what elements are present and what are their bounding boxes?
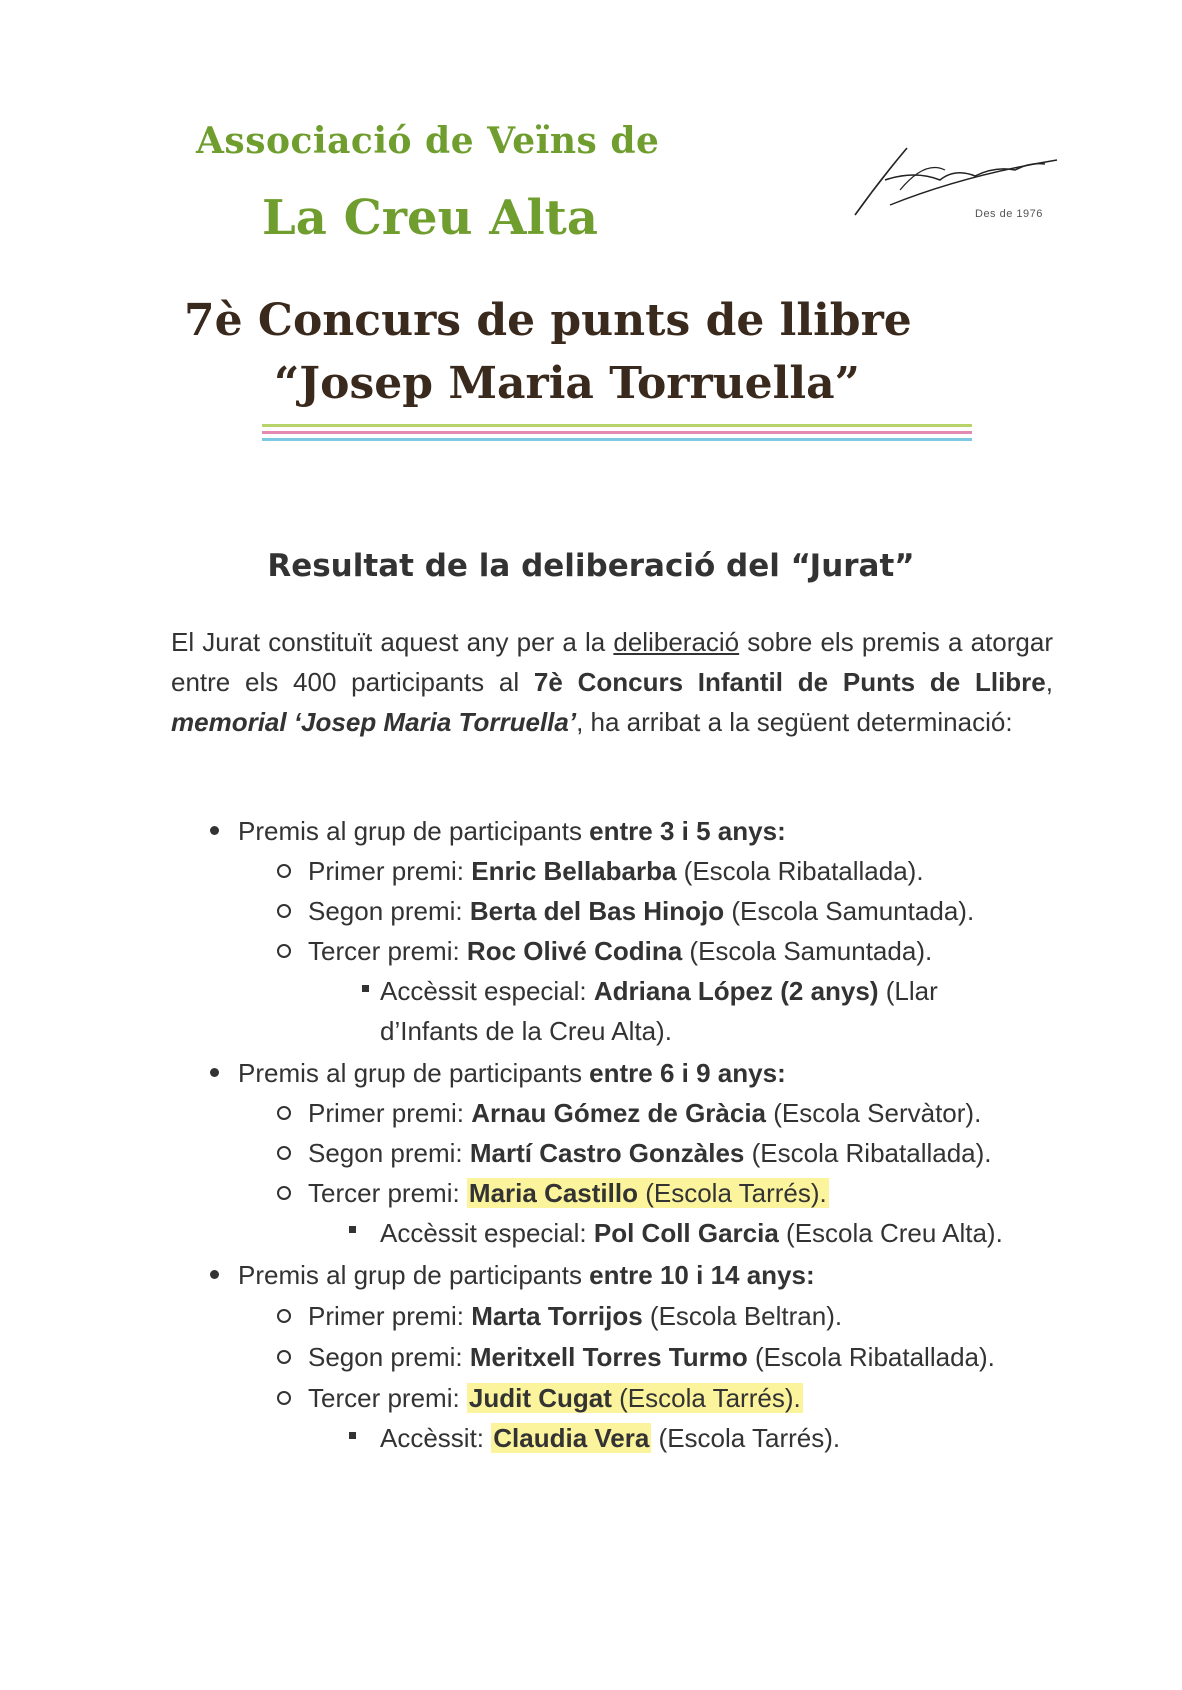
bullet-square — [349, 1226, 356, 1233]
highlighted-winner: Judit Cugat (Escola Tarrés). — [468, 1383, 801, 1413]
intro-text: , — [1045, 667, 1053, 697]
group-heading: Premis al grup de participants entre 6 i 9 anys: — [238, 1058, 786, 1088]
prize-row: Segon premi: Berta del Bas Hinojo (Escola Samuntada). — [308, 896, 975, 926]
intro-text: sobre els premis a atorgar entre els 400 participants al — [171, 627, 1053, 697]
bullet-circle — [277, 1350, 291, 1364]
prize-row: Segon premi: Martí Castro Gonzàles (Escola Ribatallada). — [308, 1138, 992, 1168]
highlighted-winner: Maria Castillo (Escola Tarrés). — [468, 1178, 827, 1208]
org-name-line1: Associació de Veïns de — [196, 120, 660, 162]
bullet-square — [362, 985, 369, 992]
intro-paragraph — [171, 622, 1053, 742]
bullet-dot — [210, 1068, 219, 1077]
contest-subtitle: “Josep Maria Torruella” — [274, 358, 860, 409]
prize-row: Tercer premi: Roc Olivé Codina (Escola Samuntada). — [308, 936, 933, 966]
since-year: Des de 1976 — [975, 208, 1043, 220]
contest-name: 7è Concurs Infantil de Punts de Llibre — [533, 667, 1046, 697]
prize-row: Tercer premi: Maria Castillo (Escola Tarrés). — [308, 1178, 827, 1208]
decorative-rule-blue — [262, 438, 972, 441]
prize-row: Primer premi: Enric Bellabarba (Escola Ribatallada). — [308, 856, 924, 886]
prize-row: Primer premi: Marta Torrijos (Escola Beltran). — [308, 1301, 843, 1331]
intro-text: , ha arribat a la següent determinació: — [576, 707, 1013, 737]
org-name-line2: La Creu Alta — [262, 190, 598, 246]
bullet-square — [349, 1432, 356, 1439]
group-heading: Premis al grup de participants entre 10 i 14 anys: — [238, 1260, 815, 1290]
prize-row: Tercer premi: Judit Cugat (Escola Tarrés). — [308, 1383, 801, 1413]
intro-underlined: deliberació — [613, 627, 740, 657]
accessit-row: Accèssit especial: Adriana López (2 anys) (Llar — [380, 976, 938, 1006]
bullet-circle — [277, 1186, 291, 1200]
decorative-rule-pink — [262, 431, 972, 434]
results-heading: Resultat de la deliberació del “Jurat” — [267, 548, 915, 584]
highlighted-winner: Claudia Vera — [493, 1423, 650, 1453]
decorative-rule-green — [262, 424, 972, 427]
bullet-circle — [277, 1391, 291, 1405]
prize-row: Segon premi: Meritxell Torres Turmo (Escola Ribatallada). — [308, 1342, 995, 1372]
prize-row: Primer premi: Arnau Gómez de Gràcia (Escola Servàtor). — [308, 1098, 982, 1128]
accessit-row: Accèssit: Claudia Vera (Escola Tarrés). — [380, 1423, 841, 1453]
bullet-circle — [277, 1146, 291, 1160]
intro-text: El Jurat constituït aquest any per a la — [171, 627, 614, 657]
bullet-dot — [210, 1270, 219, 1279]
bullet-circle — [277, 1106, 291, 1120]
bullet-circle — [277, 944, 291, 958]
bullet-circle — [277, 904, 291, 918]
bullet-circle — [277, 1309, 291, 1323]
accessit-row-continued: d’Infants de la Creu Alta). — [380, 1016, 672, 1046]
accessit-row: Accèssit especial: Pol Coll Garcia (Escola Creu Alta). — [380, 1218, 1003, 1248]
group-heading: Premis al grup de participants entre 3 i 5 anys: — [238, 816, 786, 846]
bullet-circle — [277, 864, 291, 878]
contest-title: 7è Concurs de punts de llibre — [184, 295, 912, 346]
bullet-dot — [210, 826, 219, 835]
memorial-name: memorial ‘Josep Maria Torruella’ — [171, 707, 577, 737]
